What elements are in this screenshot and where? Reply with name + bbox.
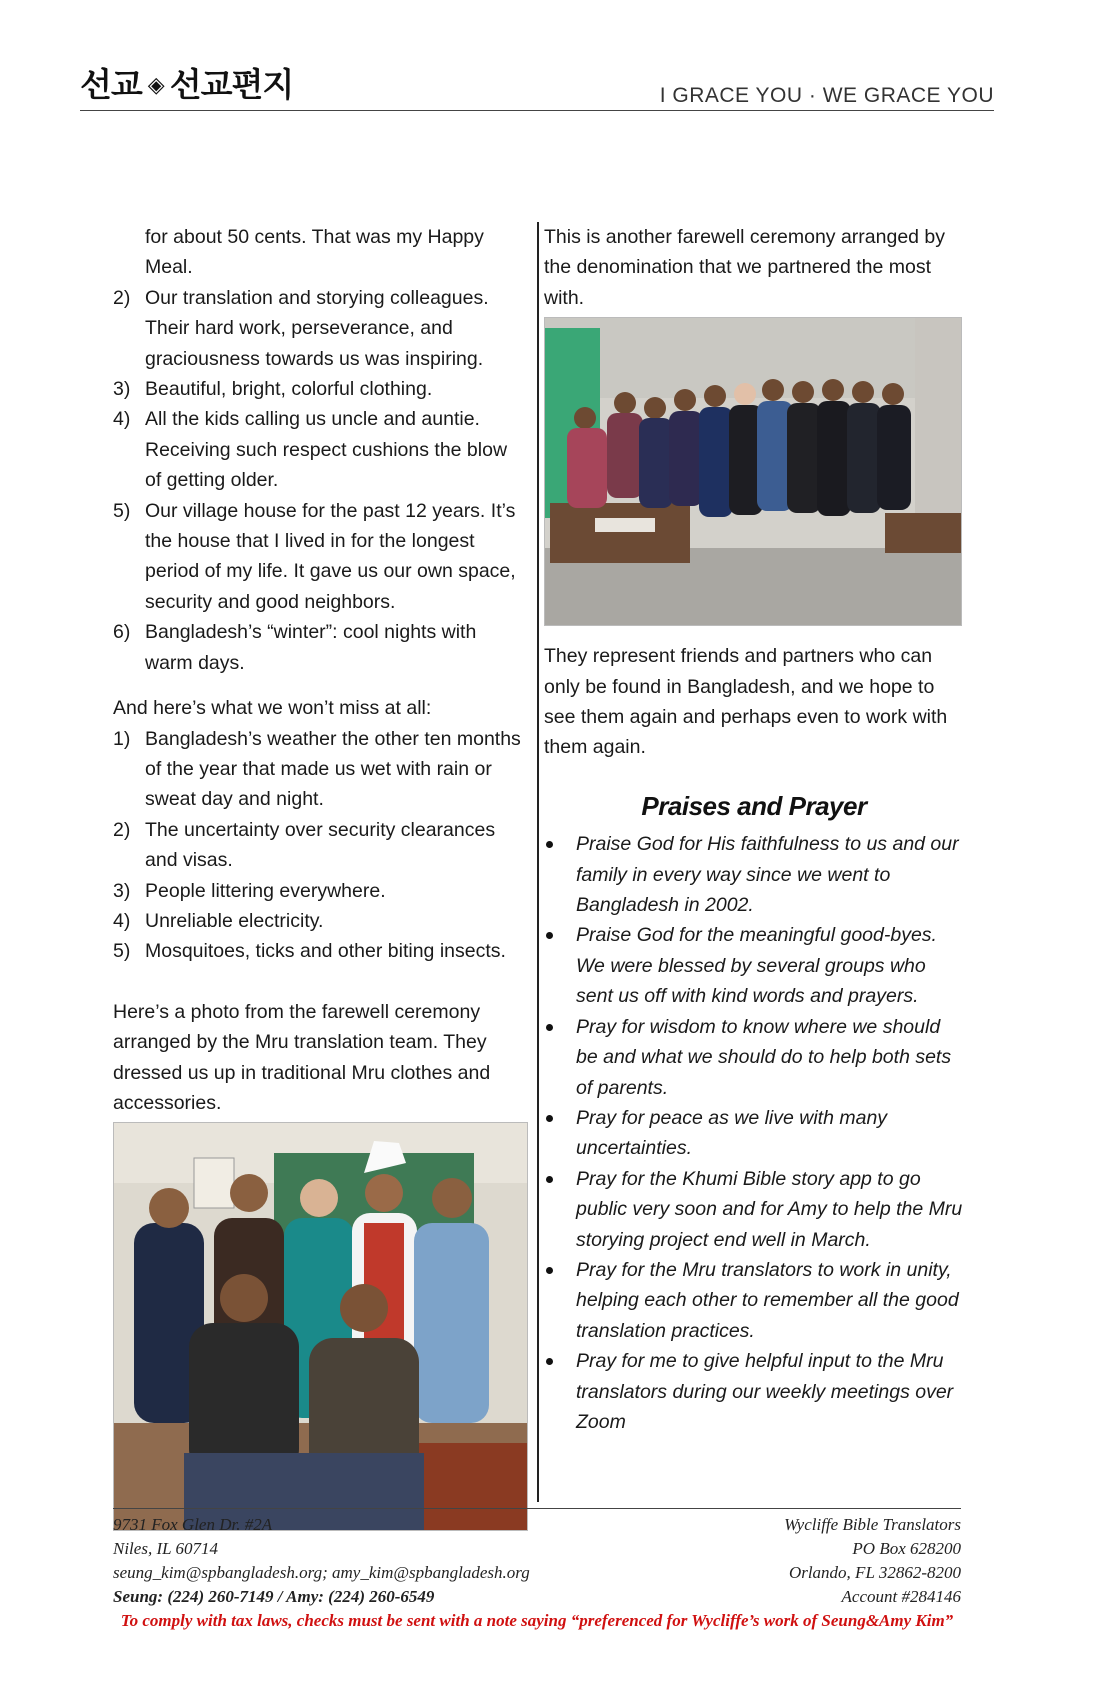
org-po-box: PO Box 628200 — [852, 1539, 961, 1558]
page-footer — [113, 1508, 961, 1633]
wont-miss-list — [113, 724, 528, 967]
org-city: Orlando, FL 32862-8200 — [788, 1563, 961, 1582]
subsection-label: 선교편지 — [169, 65, 294, 104]
page-header — [80, 65, 994, 111]
list-text: Beautiful, bright, colorful clothing. — [145, 378, 433, 401]
list-number: 1) — [113, 727, 131, 750]
list-item — [113, 724, 528, 815]
list-text: Mosquitoes, ticks and other biting insects. — [145, 940, 506, 963]
list-text: The uncertainty over security clearances and visas. — [145, 818, 496, 872]
phone-numbers: Seung: (224) 260-7149 / Amy: (224) 260-6549 — [113, 1587, 435, 1606]
prayer-text: Pray for wisdom to know where we should be and what we should do to help both sets of parents. — [576, 1015, 952, 1099]
prayer-text: Pray for the Khumi Bible story app to go public very soon and for Amy to help the Mru storying project end well in March. — [576, 1167, 963, 1251]
list-text: Bangladesh’s weather the other ten months of the year that made us wet with rain or sweat day and night. — [145, 727, 521, 811]
list-item — [113, 876, 528, 906]
right-column — [544, 222, 964, 1437]
list-item — [113, 617, 528, 678]
prayer-text: Pray for me to give helpful input to the Mru translators during our weekly meetings over Zoom — [576, 1350, 954, 1433]
section-label: 선교 — [80, 65, 142, 104]
bullet-icon — [546, 1176, 553, 1183]
prayer-item — [544, 920, 964, 1011]
prayer-item — [544, 1103, 964, 1164]
prayer-text: Pray for the Mru translators to work in unity, helping each other to remember all the good translation practices. — [576, 1258, 959, 1342]
list-number: 5) — [113, 499, 131, 522]
bullet-icon — [546, 1024, 553, 1031]
prayer-text: Praise God for His faithfulness to us and our family in every way since we went to Bangladesh in 2002. — [576, 833, 959, 917]
left-column — [113, 222, 528, 1531]
prayer-text: Pray for peace as we live with many uncertainties. — [576, 1106, 888, 1160]
bullet-icon — [546, 1358, 553, 1365]
list-item — [113, 496, 528, 618]
prayer-text: Praise God for the meaningful good-byes. We were blessed by several groups who sent us off with kind words and prayers. — [576, 924, 937, 1008]
prayer-item — [544, 1012, 964, 1103]
bullet-icon — [546, 932, 553, 939]
praises-prayer-heading: Praises and Prayer — [641, 790, 867, 821]
denomination-farewell-photo — [544, 317, 962, 626]
prayer-item — [544, 1164, 964, 1255]
header-slogan: I GRACE YOU · WE GRACE YOU — [659, 84, 994, 107]
prayer-item — [544, 829, 964, 920]
second-ceremony-intro: This is another farewell ceremony arranged by the denomination that we partnered the most with. — [544, 226, 946, 309]
list-text: All the kids calling us uncle and auntie. Receiving such respect cushions the blow of getting older. — [145, 408, 508, 492]
list-number: 5) — [113, 940, 131, 963]
bullet-icon — [546, 1115, 553, 1122]
list-number: 3) — [113, 879, 131, 902]
list-item — [113, 906, 528, 936]
list-item — [113, 374, 528, 404]
list-item — [113, 815, 528, 876]
friends-partners-text: They represent friends and partners who can only be found in Bangladesh, and we hope to see them again and perhaps even to work with them again. — [544, 645, 948, 759]
list-text: Our village house for the past 12 years. It’s the house that I lived in for the longest period of my life. It gave us our own space, security and good neighbors. — [145, 499, 516, 613]
tax-note: To comply with tax laws, checks must be sent with a note saying “preferenced for Wycliffe’s work of Seung&Amy Kim” — [120, 1611, 954, 1630]
wont-miss-intro: And here’s what we won’t miss at all: — [113, 697, 432, 720]
org-name: Wycliffe Bible Translators — [784, 1515, 961, 1534]
address-line-2: Niles, IL 60714 — [113, 1539, 219, 1558]
list-number: 2) — [113, 286, 131, 309]
list-item — [113, 936, 528, 966]
list-number: 4) — [113, 408, 131, 431]
section-title — [80, 59, 293, 106]
address-line-1: 9731 Fox Glen Dr. #2A — [113, 1515, 273, 1534]
list-number: 2) — [113, 818, 131, 841]
prayer-item — [544, 1346, 964, 1437]
list-number: 3) — [113, 378, 131, 401]
list-text: Unreliable electricity. — [145, 909, 324, 932]
photo-intro: Here’s a photo from the farewell ceremony arranged by the Mru translation team. They dressed us up in traditional Mru clothes and accessories. — [113, 1000, 491, 1114]
will-miss-list — [113, 283, 528, 678]
list-item — [113, 283, 528, 374]
list-text: People littering everywhere. — [145, 879, 386, 902]
list-item-continuation: for about 50 cents. That was my Happy Meal. — [145, 226, 484, 279]
column-divider — [537, 222, 539, 1502]
prayer-item — [544, 1255, 964, 1346]
account-number: Account #284146 — [841, 1587, 961, 1606]
diamond-icon: ◈ — [147, 73, 164, 98]
list-text: Our translation and storying colleagues. Their hard work, perseverance, and graciousness towards us was inspiring. — [145, 286, 489, 370]
list-item — [113, 404, 528, 495]
list-number: 6) — [113, 621, 131, 644]
email-addresses[interactable]: seung_kim@spbangladesh.org; amy_kim@spbangladesh.org — [113, 1563, 530, 1582]
list-text: Bangladesh’s “winter”: cool nights with warm days. — [145, 621, 477, 674]
prayer-list — [544, 829, 964, 1437]
bullet-icon — [546, 841, 553, 848]
bullet-icon — [546, 1267, 553, 1274]
list-number: 4) — [113, 909, 131, 932]
mru-farewell-photo — [113, 1122, 528, 1531]
